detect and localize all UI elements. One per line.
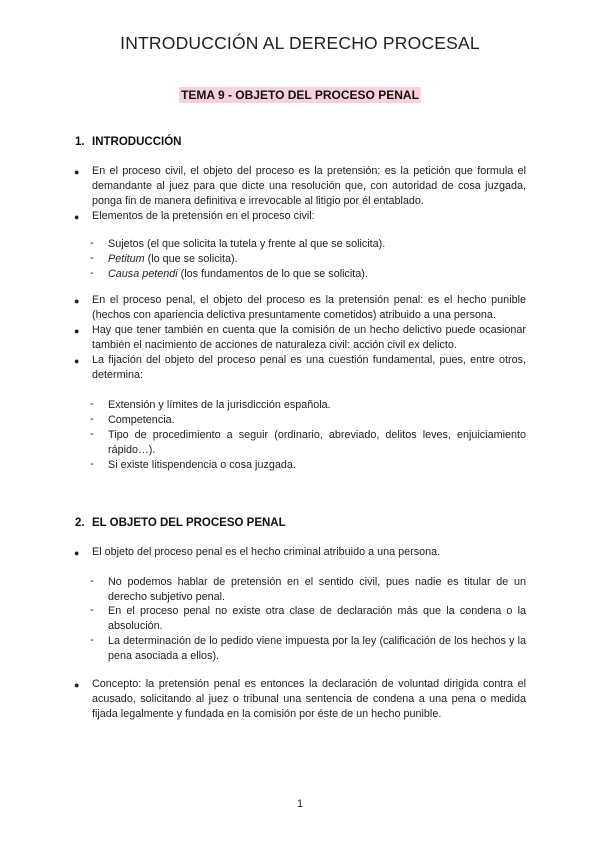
paragraph-elements: Elementos de la pretensión en el proceso civil:: [92, 210, 315, 222]
page-number: 1: [296, 798, 304, 810]
section1-number: 1.: [75, 136, 85, 148]
list-item-sujetos: Sujetos (el que solicita la tutela y frente al que se solicita).: [108, 238, 386, 250]
list-item-extension: Extensión y límites de la jurisdicción española.: [108, 399, 331, 411]
dash-icon: -: [90, 575, 94, 587]
list-item-litispendencia: Si existe litispendencia o cosa juzgada.: [108, 459, 296, 471]
dash-icon: -: [90, 428, 94, 440]
bullet-icon: ●: [74, 680, 80, 690]
dash-icon: -: [90, 458, 94, 470]
section2-number: 2.: [75, 517, 85, 529]
bullet-icon: ●: [74, 326, 80, 336]
list-item-no-pretension: No podemos hablar de pretensión en el sentido civil, pues nadie es titular de un derecho subjetivo penal.: [108, 576, 526, 603]
list-item-competencia: Competencia.: [108, 414, 175, 426]
dash-icon: -: [90, 634, 94, 646]
dash-icon: -: [90, 237, 94, 249]
topic-heading: [0, 86, 600, 104]
list-item-ley: La determinación de lo pedido viene impuesta por la ley (calificación de los hechos y la pena asociada a ellos).: [108, 635, 526, 662]
document-title: INTRODUCCIÓN AL DERECHO PROCESAL: [120, 33, 480, 53]
list-item-causa-petendi: [108, 267, 526, 282]
list-item-procedimiento: Tipo de procedimiento a seguir (ordinario, abreviado, delitos leves, enjuiciamiento rápido…).: [108, 429, 526, 456]
dash-icon: -: [90, 252, 94, 264]
paragraph-penal-object: En el proceso penal, el objeto del proceso es la pretensión penal: es el hecho punible (hechos con apariencia delictiva presuntamente cometidos) atribuido a una persona.: [92, 294, 526, 321]
list-item-petitum: [108, 252, 526, 267]
topic-highlight: TEMA 9 - OBJETO DEL PROCESO PENAL: [181, 88, 419, 102]
paragraph-criminal-fact: El objeto del proceso penal es el hecho criminal atribuido a una persona.: [92, 546, 441, 558]
causa-petendi-italic: Causa petendi: [108, 268, 178, 280]
section2-title: EL OBJETO DEL PROCESO PENAL: [92, 517, 286, 529]
dash-icon: -: [90, 267, 94, 279]
paragraph-civil-action: Hay que tener también en cuenta que la comisión de un hecho delictivo puede ocasionar también el nacimiento de acciones de naturaleza civil: acción civil ex delicto.: [92, 324, 526, 351]
dash-icon: -: [90, 413, 94, 425]
dash-icon: -: [90, 604, 94, 616]
bullet-icon: ●: [74, 356, 80, 366]
list-item-condena: En el proceso penal no existe otra clase de declaración más que la condena o la absolución.: [108, 605, 526, 632]
petitum-italic: Petitum: [108, 253, 145, 265]
bullet-icon: ●: [74, 296, 80, 306]
petitum-text: (lo que se solicita).: [144, 253, 238, 265]
dash-icon: -: [90, 398, 94, 410]
bullet-icon: ●: [74, 212, 80, 222]
paragraph-concepto: Concepto: la pretensión penal es entonces la declaración de voluntad dirigida contra el acusado, solicitando al juez o tribunal una sentencia de condena a una pena o medida fijada legalmente y fundada en la comisión por éste de un hecho punible.: [92, 678, 526, 720]
paragraph-civil-object: En el proceso civil, el objeto del proceso es la pretensión: es la petición que formula el demandante al juez para que dicte una resolución que, con autoridad de cosa juzgada, ponga fin de manera definitiva e irrevocable al litigio por él entablado.: [92, 165, 526, 207]
causa-petendi-text: (los fundamentos de lo que se solicita).: [177, 268, 368, 280]
section1-title: INTRODUCCIÓN: [92, 136, 182, 148]
bullet-icon: ●: [74, 167, 80, 177]
paragraph-fixation: La fijación del objeto del proceso penal es una cuestión fundamental, pues, entre otros, determina:: [92, 354, 526, 381]
bullet-icon: ●: [74, 548, 80, 558]
